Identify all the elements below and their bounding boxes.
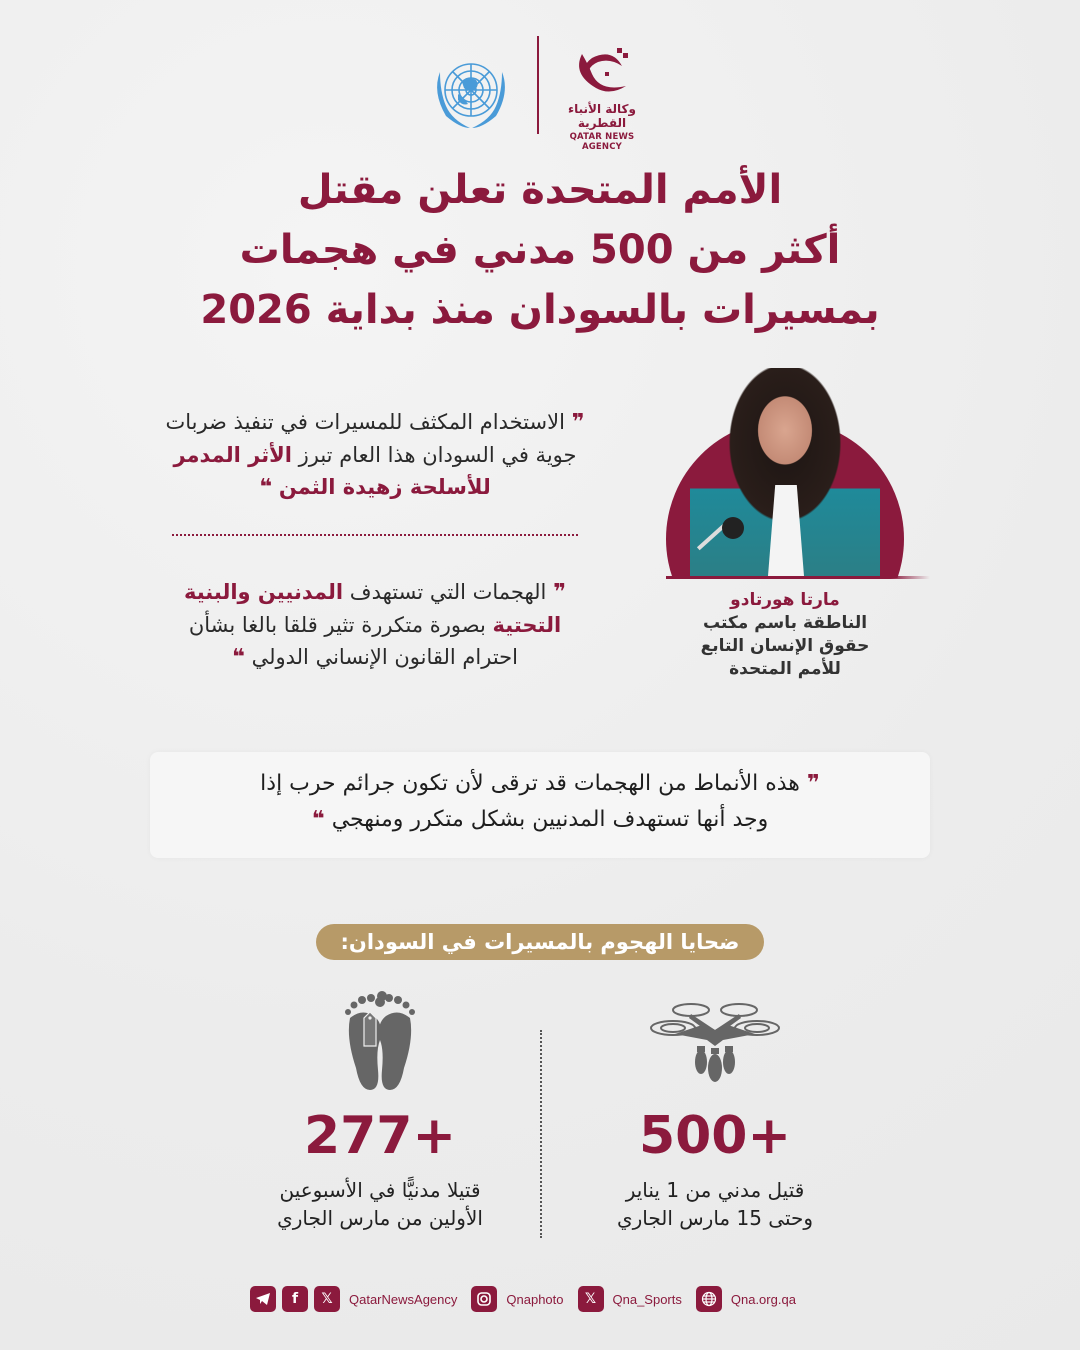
speaker-name: مارتا هورتادو [730, 590, 840, 610]
telegram-icon[interactable] [250, 1286, 276, 1312]
highlight-quote-text: هذه الأنماط من الهجمات قد ترقى لأن تكون جرائم حرب إذا [260, 771, 800, 796]
social-handle-link[interactable]: QatarNewsAgency [349, 1291, 458, 1307]
x-icon[interactable]: 𝕏 [314, 1286, 340, 1312]
stat-description-line: قتيلا مدنيًّا في الأسبوعين [279, 1178, 481, 1202]
title-line: الأمم المتحدة تعلن مقتل [297, 167, 783, 213]
quote-text: الاستخدام المكثف للمسيرات في تنفيذ ضربات جوية في السودان هذا العام تبرز [165, 410, 577, 467]
globe-icon[interactable] [696, 1286, 722, 1312]
microphone-icon [722, 517, 744, 539]
highlight-quote-line-2 [150, 802, 930, 838]
speaker-role [680, 612, 890, 681]
stat-description-line: قتيل مدني من 1 يناير [625, 1178, 805, 1202]
open-quote-icon: ❞ [806, 771, 820, 796]
dotted-divider [172, 534, 578, 536]
title-line: بمسيرات بالسودان منذ بداية 2026 [200, 287, 880, 333]
quote-text: الهجمات التي تستهدف [343, 580, 547, 604]
speaker-role-line: حقوق الإنسان التابع [700, 636, 870, 656]
stats-divider [540, 1030, 542, 1238]
stat-description [565, 1176, 865, 1232]
open-quote-icon: ❞ [571, 410, 585, 435]
quote-highlight: الأثر المدمر للأسلحة زهيدة الثمن [173, 443, 491, 499]
open-quote-icon: ❞ [553, 580, 566, 605]
stat-value: 500+ [638, 1106, 792, 1166]
facebook-icon[interactable]: f [282, 1286, 308, 1312]
close-quote-icon: ❝ [259, 475, 273, 500]
x-sports-handle-link[interactable]: Qna_Sports [612, 1291, 682, 1307]
qna-arabic-name: وكالة الأنباء القطرية [568, 102, 636, 130]
stat-description-line: الأولين من مارس الجاري [277, 1206, 483, 1230]
x-icon[interactable]: 𝕏 [578, 1286, 604, 1312]
un-emblem-logo [428, 52, 514, 132]
stat-value: 277+ [303, 1106, 457, 1166]
website-link[interactable]: Qna.org.qa [730, 1291, 796, 1307]
highlight-quote-text: وجد أنها تستهدف المدنيين بشكل متكرر ومنهجي [331, 807, 769, 832]
close-quote-icon: ❝ [311, 807, 325, 832]
stat-description [230, 1176, 530, 1232]
quote-text: بصورة متكررة تثير قلقا بالغا بشأن احترام القانون الإنساني الدولي [188, 613, 519, 669]
speaker-baseline [666, 576, 930, 579]
close-quote-icon: ❝ [231, 645, 245, 670]
stat-march-deaths [230, 985, 530, 1232]
qna-emblem-icon [567, 44, 637, 96]
instagram-icon[interactable] [471, 1286, 497, 1312]
qna-english-name: QATAR NEWS AGENCY [569, 132, 635, 152]
social-footer [250, 1284, 840, 1314]
quote-highlight: المدنيين والبنية التحتية [184, 580, 562, 637]
qna-logo [552, 44, 652, 152]
logo-divider [537, 36, 539, 134]
stat-description-line: وحتى 15 مارس الجاري [616, 1206, 814, 1230]
instagram-handle-link[interactable]: Qnaphoto [506, 1291, 564, 1307]
section-title-pill: ضحايا الهجوم بالمسيرات في السودان: [316, 924, 764, 960]
quote-block-2 [160, 576, 590, 674]
speaker-role-line: الناطقة باسم مكتب [702, 613, 868, 633]
stat-drone-deaths [565, 985, 865, 1232]
page-title [140, 160, 940, 340]
drone-bomb-icon [565, 985, 865, 1100]
quote-block-1 [160, 406, 590, 504]
highlight-quote-box [150, 752, 930, 858]
feet-toe-tag-icon [230, 985, 530, 1100]
speaker-role-line: للأمم المتحدة [729, 659, 841, 679]
highlight-quote-line-1 [150, 766, 930, 802]
title-line: أكثر من 500 مدني في هجمات [239, 227, 841, 273]
